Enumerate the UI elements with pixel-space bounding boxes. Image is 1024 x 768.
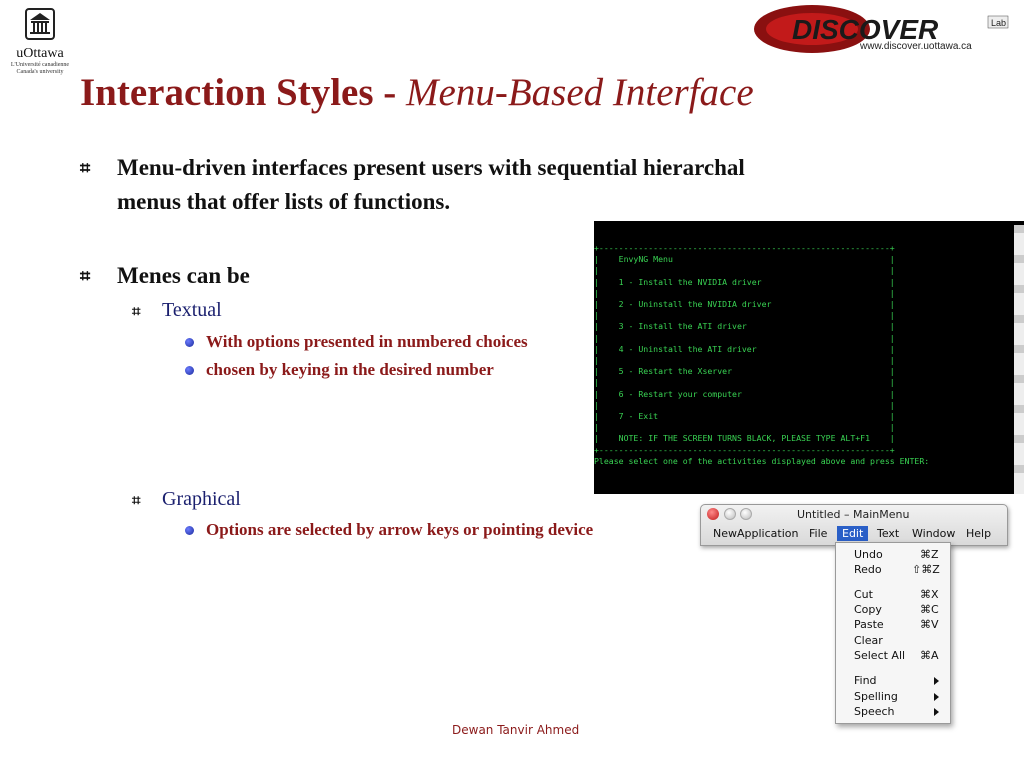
slide-title-italic: Menu-Based Interface <box>406 71 754 114</box>
dot-bullet-icon <box>185 338 194 347</box>
bullet-icon: ⌗ <box>80 158 91 179</box>
shortcut-redo: ⇧⌘Z <box>912 563 940 576</box>
shortcut-cut: ⌘X <box>920 588 939 601</box>
menu-window[interactable]: Window <box>912 527 956 540</box>
menu-bar <box>703 525 1003 543</box>
menu-help[interactable]: Help <box>966 527 992 540</box>
menu-newapplication[interactable]: NewApplication <box>713 527 799 540</box>
terminal-edge-strip <box>1014 225 1024 494</box>
menu-item-clear[interactable]: Clear <box>854 634 883 647</box>
subheading-graphical: Graphical <box>162 488 241 510</box>
terminal-menu-screenshot <box>594 221 1024 494</box>
discover-lab-logo <box>752 2 1010 60</box>
window-title: Untitled – MainMenu <box>797 508 910 521</box>
menu-file[interactable]: File <box>809 527 828 540</box>
minimize-icon[interactable] <box>724 508 736 520</box>
edit-dropdown-menu <box>835 542 951 724</box>
bullet-menu-driven-line1: Menu-driven interfaces present users with sequential hierarchal <box>117 155 745 180</box>
window-titlebar <box>701 505 1007 525</box>
bullet-menus-can-be: Menes can be <box>117 263 250 288</box>
logo-subtitle-en: Canada's university <box>16 69 64 75</box>
menu-item-cut[interactable]: Cut <box>854 588 873 601</box>
sub-bullet-icon: ⌗ <box>132 302 141 320</box>
textual-item-1: With options presented in numbered choices <box>206 332 528 351</box>
submenu-arrow-icon <box>934 677 939 685</box>
submenu-arrow-icon <box>934 693 939 701</box>
footer-author: Dewan Tanvir Ahmed <box>452 723 580 737</box>
zoom-icon[interactable] <box>740 508 752 520</box>
menu-item-find[interactable]: Find <box>854 674 877 687</box>
sub-bullet-icon: ⌗ <box>132 491 141 509</box>
bullet-menu-driven-line2: menus that offer lists of functions. <box>117 189 451 214</box>
menu-text[interactable]: Text <box>877 527 900 540</box>
bullet-icon: ⌗ <box>80 266 91 287</box>
menu-item-redo[interactable]: Redo <box>854 563 882 576</box>
menu-item-undo[interactable]: Undo <box>854 548 883 561</box>
graphical-item-1: Options are selected by arrow keys or pointing device <box>206 520 594 539</box>
close-icon[interactable] <box>707 508 719 520</box>
bullet-menu-driven <box>117 151 745 219</box>
mac-window-screenshot <box>700 504 1008 546</box>
university-crest-icon <box>25 8 55 40</box>
menu-item-paste[interactable]: Paste <box>854 618 884 631</box>
submenu-arrow-icon <box>934 708 939 716</box>
slide-title <box>80 70 754 115</box>
discover-logo-lab: Lab <box>991 18 1007 28</box>
dot-bullet-icon <box>185 526 194 535</box>
textual-item-2: chosen by keying in the desired number <box>206 360 494 379</box>
menu-edit[interactable]: Edit <box>837 526 868 541</box>
logo-subtitle-fr: L'Université canadienne <box>10 62 70 68</box>
menu-item-spelling[interactable]: Spelling <box>854 690 898 703</box>
discover-logo-url: www.discover.uottawa.ca <box>860 41 972 52</box>
menu-item-speech[interactable]: Speech <box>854 705 895 718</box>
shortcut-select-all: ⌘A <box>920 649 939 662</box>
discover-logo-text: DISCOVER <box>792 14 939 45</box>
slide-title-main: Interaction Styles - <box>80 71 407 114</box>
menu-item-copy[interactable]: Copy <box>854 603 882 616</box>
uottawa-logo <box>8 8 72 76</box>
shortcut-paste: ⌘V <box>920 618 939 631</box>
logo-name: uOttawa <box>16 46 64 61</box>
terminal-text: +-----------------------------------------------------------+ | EnvyNG Menu | | | | 1 - Install the NVIDIA driver | | | | 2 - Uninstall the NVIDIA driver | | | | 3 - Install the ATI driver | | | | 4 - Uninstall the ATI driver | | | | 5 - Restart the Xserver | | | | 6 - Restart your computer | | | | 7 - Exit | | | | NOTE: IF THE SCREEN TURNS BLACK, PLEASE TYPE ALT+F1 | +-----------------------------------------------------------+ Please select one of the activities displayed above and press ENTER: <box>594 243 930 466</box>
shortcut-copy: ⌘C <box>920 603 939 616</box>
menu-item-select-all[interactable]: Select All <box>854 649 906 662</box>
subheading-textual: Textual <box>162 299 222 321</box>
shortcut-undo: ⌘Z <box>920 548 939 561</box>
dot-bullet-icon <box>185 366 194 375</box>
